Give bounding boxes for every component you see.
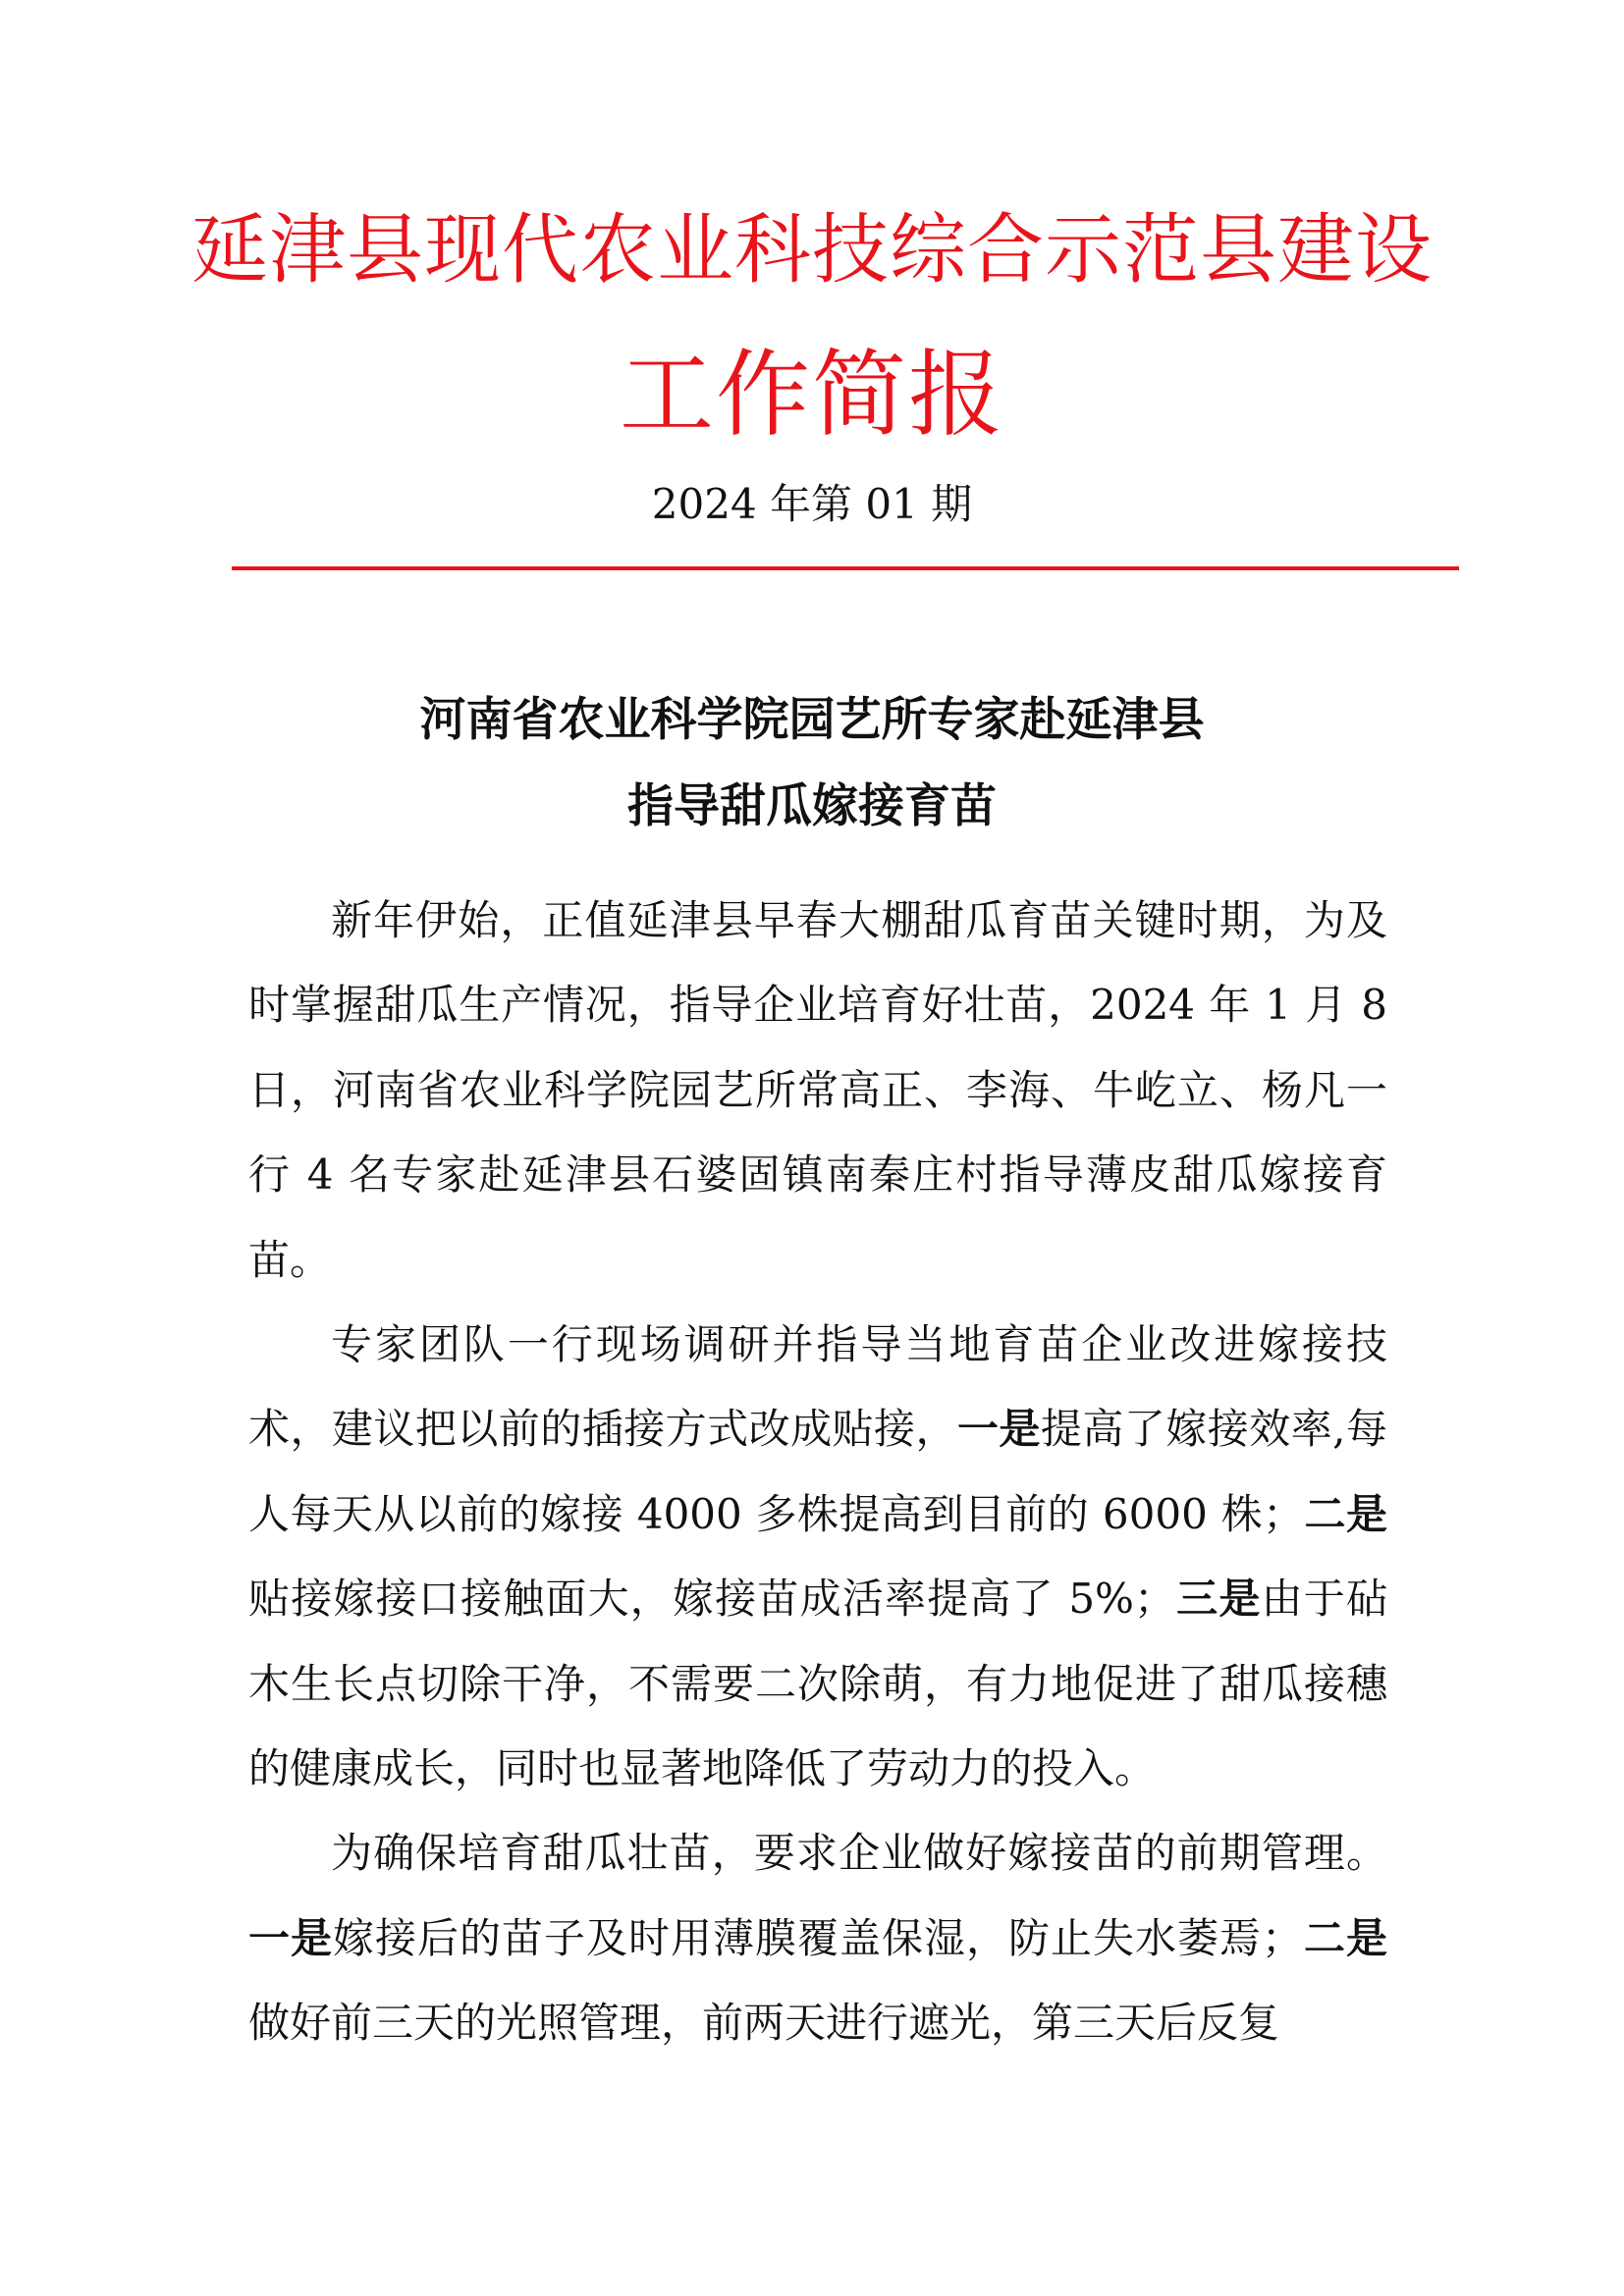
article-title-line-1: 河南省农业科学院园艺所专家赴延津县	[419, 693, 1205, 747]
paragraph-3-text-d: 做好前三天的光照管理，前两天进行遮光，第三天后反复	[248, 1999, 1280, 2048]
article-body	[248, 879, 1387, 2066]
paragraph-2-marker-2: 二是	[1304, 1489, 1387, 1538]
paragraph-2-text-a: 专家团队一行现场调研并指导当地育苗企业改进嫁接技术，建议把以前的插接方式改成贴接，	[248, 1320, 1387, 1454]
masthead-subtitle: 工作简报	[620, 340, 1004, 450]
paragraph-3	[248, 1811, 1387, 2065]
paragraph-2-marker-3: 三是	[1174, 1575, 1262, 1624]
issue-number: 2024 年第 01 期	[651, 480, 973, 528]
paragraph-3-marker-2: 二是	[1302, 1913, 1387, 1962]
paragraph-2	[248, 1303, 1387, 1811]
paragraph-2-text-d: 贴接嫁接口接触面大，嫁接苗成活率提高了 5%；	[248, 1575, 1175, 1624]
paragraph-1: 新年伊始，正值延津县早春大棚甜瓜育苗关键时期，为及时掌握甜瓜生产情况，指导企业培育好壮苗，2024 年 1 月 8 日，河南省农业科学院园艺所常高正、李海、牛屹立、杨凡一行 4 名专家赴延津县石婆固镇南秦庄村指导薄皮甜瓜嫁接育苗。	[248, 896, 1387, 1284]
article-title	[0, 677, 1624, 850]
paragraph-2-text-c: 提高了嫁接效率,每人每天从以前的嫁接 4000 多株提高到目前的 6000 株；	[248, 1405, 1387, 1538]
masthead-title: 延津县现代农业科技综合示范县建设	[190, 206, 1433, 294]
red-divider-rule	[232, 566, 1459, 570]
article-title-line-2: 指导甜瓜嫁接育苗	[627, 779, 997, 833]
paragraph-3-marker-1: 一是	[248, 1913, 333, 1962]
paragraph-2-text-e: 由于砧木生长点切除干净，不需要二次除萌，有力地促进了甜瓜接穗的健康成长，同时也显著地降低了劳动力的投入。	[248, 1575, 1387, 1793]
paragraph-3-text-a: 为确保培育甜瓜壮苗，要求企业做好嫁接苗的前期管理。	[331, 1829, 1387, 1878]
paragraph-2-marker-1: 一是	[956, 1405, 1041, 1454]
paragraph-3-text-c: 嫁接后的苗子及时用薄膜覆盖保湿，防止失水萎焉；	[333, 1913, 1303, 1962]
